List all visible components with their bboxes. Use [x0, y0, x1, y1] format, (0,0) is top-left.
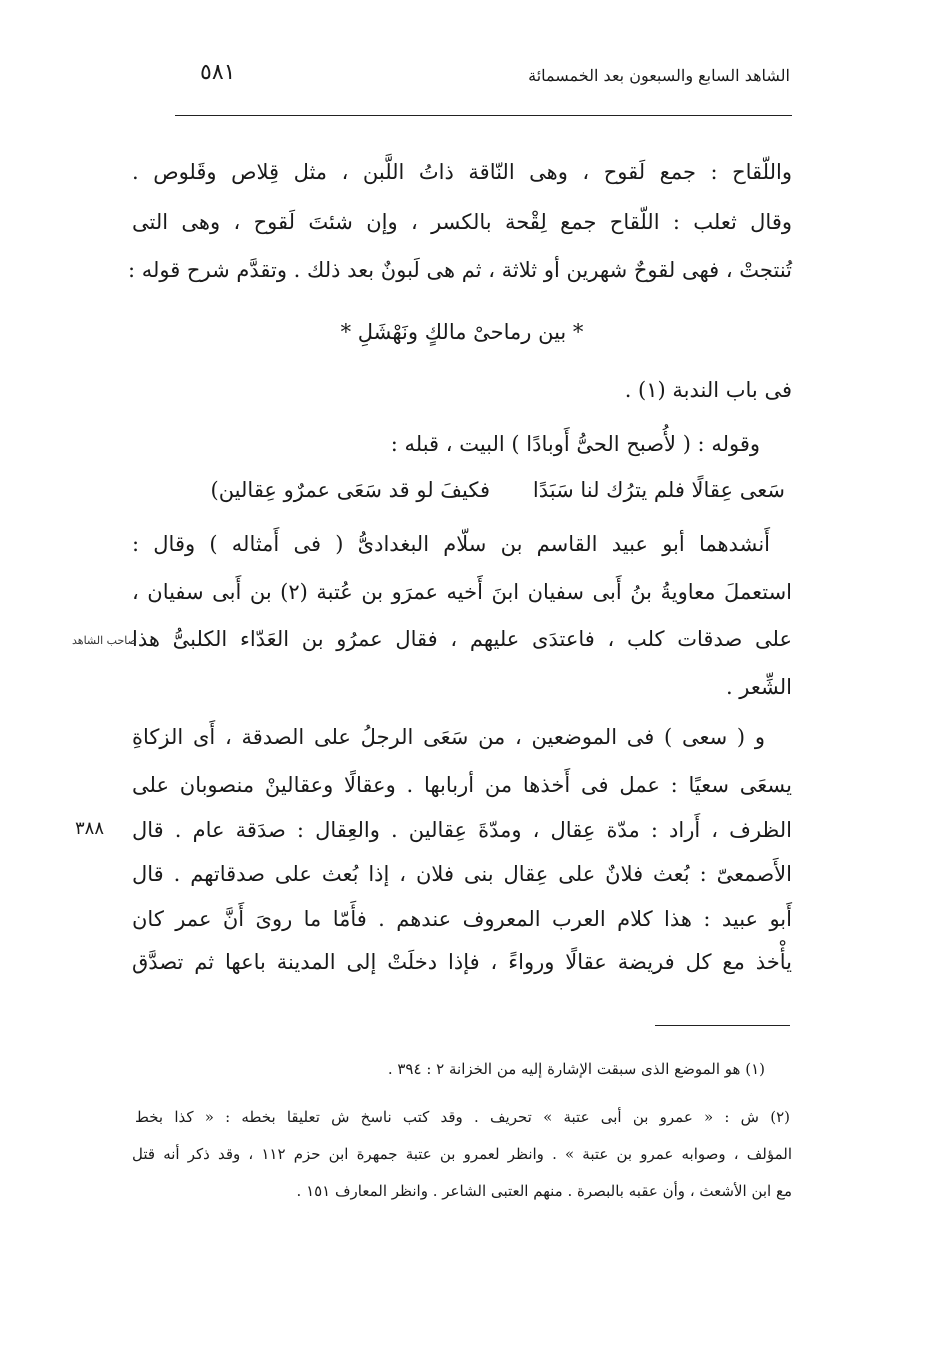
- body-line: الأَصمعىّ : بُعث فلانٌ على عِقال بنى فلان ، إذا بُعث على صدقاتهم . قال: [132, 862, 792, 886]
- margin-note: صاحب الشاهد: [72, 634, 137, 647]
- header-rule: [175, 115, 792, 116]
- margin-number: ٣٨٨: [75, 818, 105, 839]
- body-line: تُنتجتْ ، فهى لقوحٌ شهرين أو ثلاثة ، ثم هى لَبونٌ بعد ذلك . وتقدَّم شرح قوله :: [127, 258, 792, 282]
- body-line: فى باب الندبة (١) .: [624, 378, 792, 402]
- footnote-2-line: (٢) ش : « عمرو بن أبى عتبة » تحريف . وقد كتب ناسخ ش تعليقا بخطه : « كذا بخط: [135, 1108, 790, 1126]
- body-line: أَبو عبيد : هذا كلام العرب المعروف عندهم . فأَمّا ما روىَ أَنَّ عمر كان: [132, 907, 792, 931]
- body-line: الظرف ، أَراد : مدّة عِقال ، ومدّةَ عِقالين . والعِقال : صدَقة عام . قال: [132, 818, 792, 842]
- body-line: على صدقات كلب ، فاعتدَى عليهم ، فقال عمرُو بن العَدّاء الكلبىُّ هذا: [132, 627, 792, 651]
- running-title: الشاهد السابع والسبعون بعد الخمسمائة: [528, 66, 790, 85]
- verse-hemistich-1: سَعى عِقالًا فلم يترُك لنا سَبَدًا: [532, 478, 785, 502]
- body-line: وقال ثعلب : اللّقاح جمع لِقْحة بالكسر ، وإن شئتَ لَقوح ، وهى التى: [132, 210, 792, 234]
- verse-hemistich-2: فكيفَ لو قد سَعَى عمرٌو عِقالين): [210, 478, 490, 502]
- footnote-2-line: مع ابن الأشعث ، وأن عقبه بالبصرة . منهم العتبى الشاعر . وانظر المعارف ١٥١ .: [296, 1182, 792, 1200]
- body-line: الشِّعر .: [725, 675, 792, 699]
- footnote-1: (١) هو الموضع الذى سبقت الإشارة إليه من الخزانة ٢ : ٣٩٤ .: [387, 1060, 765, 1078]
- body-line: و ( سعى ) فى الموضعين ، من سَعَى الرجلُ على الصدقة ، أَى الزكاةِ: [132, 725, 765, 749]
- body-line: يسعَى سعيًا : عمل فى أَخذها من أربابها . وعقالًا وعقالينْ منصوبان على: [132, 773, 792, 797]
- body-line: وقوله : ( لأُصبح الحىُّ أَوبادًا ) البيت ، قبله :: [390, 432, 760, 456]
- body-line: يأْخذ مع كل فريضة عقالًا ورواءً ، فإذا دخلَتْ إلى المدينة باعها ثم تصدَّق: [132, 950, 792, 974]
- footnote-2-line: المؤلف ، وصوابه عمرو بن عتبة » . وانظر لعمرو بن عتبة جمهرة ابن حزم ١١٢ ، وقد ذكر أنه قتل: [132, 1145, 792, 1163]
- page-number: ٥٨١: [200, 60, 236, 85]
- body-line: استعملَ معاويةُ بنُ أَبى سفيان ابنَ أَخيه عمرَو بن عُتبة (٢) بن أَبى سفيان ،: [132, 580, 792, 604]
- body-line: أَنشدهما أبو عبيد القاسم بن سلّام البغدادىُّ ( فى أَمثاله ) وقال :: [132, 532, 770, 556]
- quoted-hemistich: * بين رماحىْ مالكٍ ونَهْشَلِ *: [340, 320, 584, 344]
- footnote-rule: [655, 1025, 790, 1026]
- body-line: واللّقاح : جمع لَقوح ، وهى النّاقة ذاتُ اللَّبن ، مثل قِلاص وقَلوص .: [132, 160, 792, 184]
